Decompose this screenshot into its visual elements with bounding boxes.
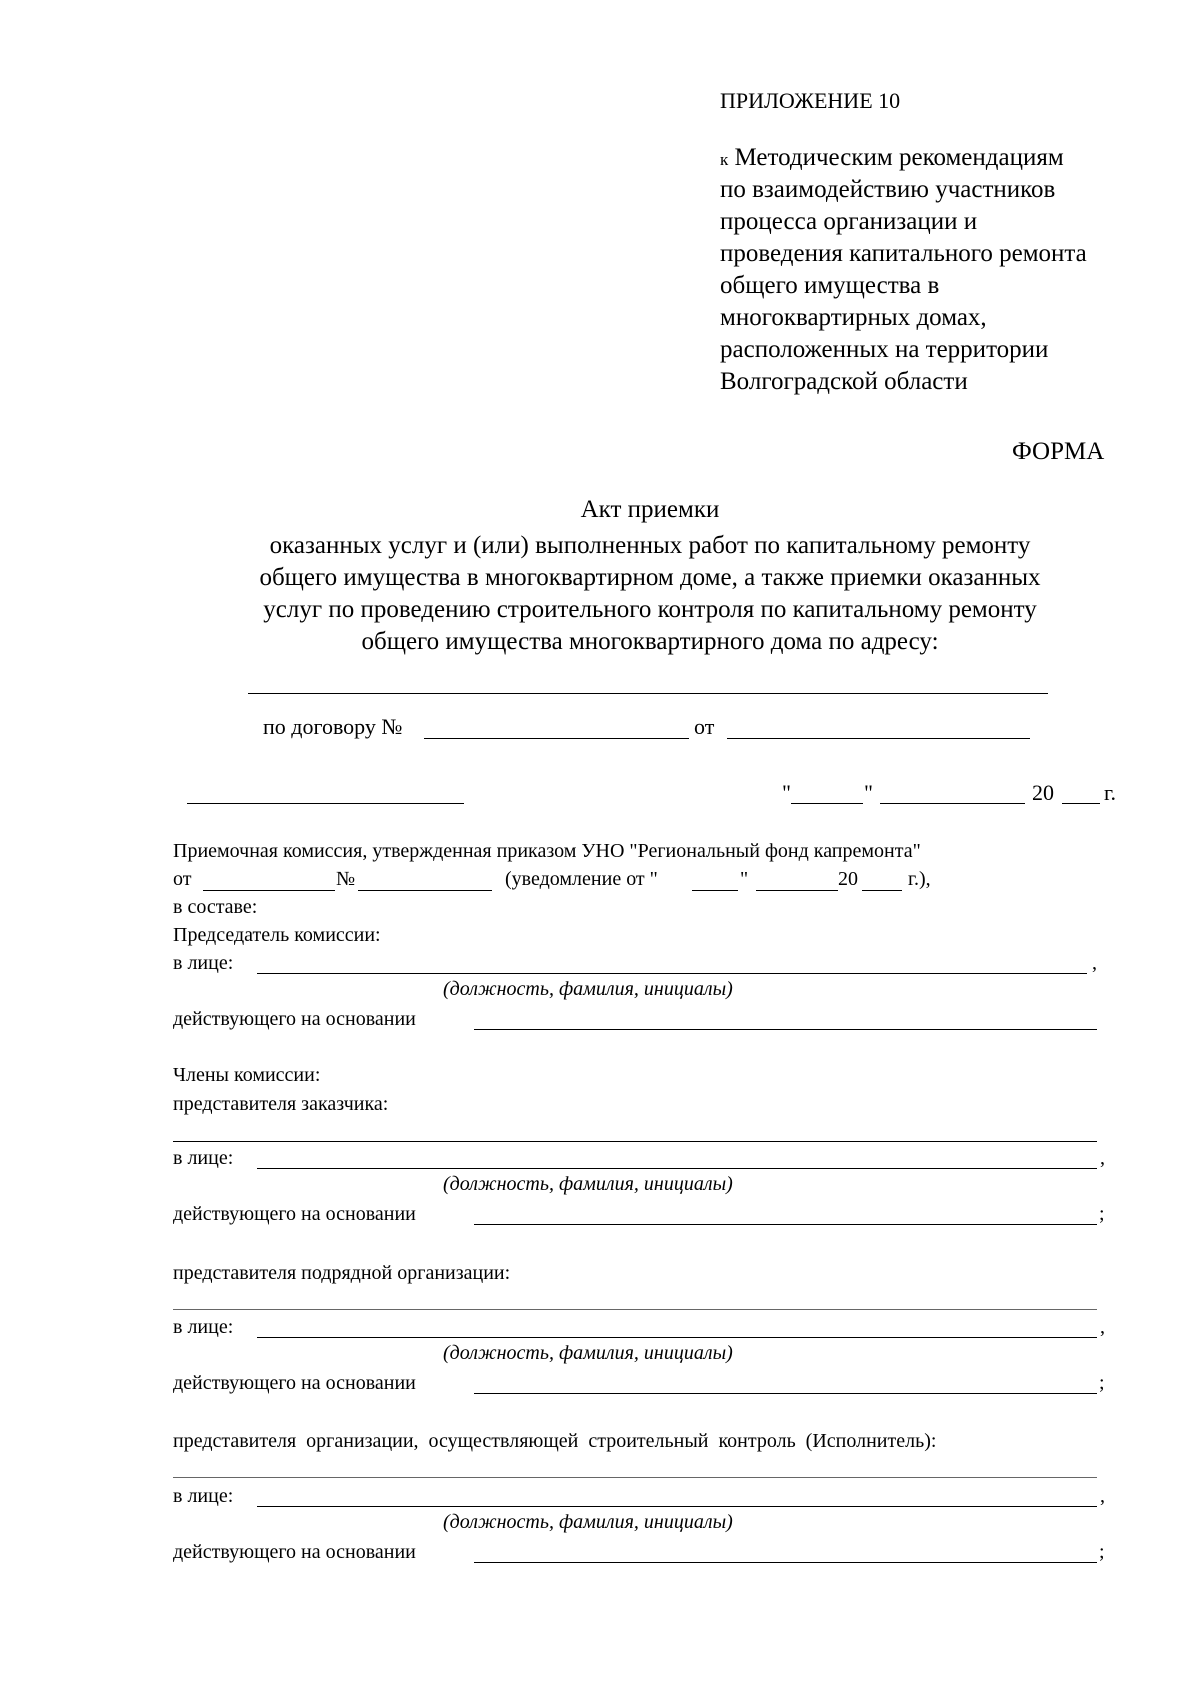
order-no-label: № <box>336 868 356 890</box>
day-field[interactable] <box>791 803 863 804</box>
in-person-label: в лице: <box>173 1485 234 1507</box>
position-hint: (должность, фамилия, инициалы) <box>443 1342 733 1364</box>
customer-rep-label: представителя заказчика: <box>173 1093 389 1115</box>
contractor-person-field[interactable] <box>257 1337 1097 1338</box>
form-label: ФОРМА <box>1012 438 1105 465</box>
in-person-label: в лице: <box>173 1316 234 1338</box>
contract-no-label: по договору № <box>263 714 403 739</box>
order-from-label: от <box>173 868 192 890</box>
semicolon: ; <box>1099 1203 1105 1225</box>
title-line: общего имущества многоквартирного дома по адресу: <box>361 628 939 655</box>
notice-end: г.), <box>908 868 931 890</box>
address-field[interactable] <box>248 693 1048 694</box>
chairman-label: Председатель комиссии: <box>173 924 381 946</box>
acting-basis-label: действующего на основании <box>173 1372 416 1394</box>
semicolon: ; <box>1099 1541 1105 1563</box>
notice-quote: " <box>740 868 749 890</box>
contractor-org-field[interactable] <box>173 1309 1097 1310</box>
title-line: услуг по проведению строительного контроля по капитальному ремонту <box>263 596 1037 623</box>
notice-year: 20 <box>838 868 858 890</box>
customer-org-field[interactable] <box>173 1141 1097 1142</box>
contractor-basis-field[interactable] <box>474 1393 1097 1394</box>
year-field[interactable] <box>1062 803 1100 804</box>
position-hint: (должность, фамилия, инициалы) <box>443 1511 733 1533</box>
place-field[interactable] <box>187 803 464 804</box>
contract-date-field[interactable] <box>727 738 1030 739</box>
control-rep-label: представителя организации, осуществляющей строительный контроль (Исполнитель): <box>173 1430 937 1452</box>
contract-from-label: от <box>694 714 715 739</box>
reference-line: Методическим рекомендациям <box>734 144 1064 171</box>
quote-open: " <box>782 780 791 805</box>
contract-number-field[interactable] <box>424 738 689 739</box>
acting-basis-label: действующего на основании <box>173 1008 416 1030</box>
notice-day-field[interactable] <box>692 890 738 891</box>
reference-line: Волгоградской области <box>720 368 968 395</box>
semicolon: ; <box>1099 1372 1105 1394</box>
notice-label: (уведомление от " <box>505 868 658 890</box>
title-line: оказанных услуг и (или) выполненных работ по капитальному ремонту <box>269 532 1031 559</box>
in-person-label: в лице: <box>173 1147 234 1169</box>
reference-line: процесса организации и <box>720 208 978 235</box>
reference-line: расположенных на территории <box>720 336 1049 363</box>
comma: , <box>1100 1147 1105 1169</box>
notice-year-field[interactable] <box>862 890 902 891</box>
members-label: Члены комиссии: <box>173 1064 321 1086</box>
appendix-label: ПРИЛОЖЕНИЕ 10 <box>720 88 901 113</box>
year-suffix: г. <box>1104 780 1117 805</box>
composition-label: в составе: <box>173 896 258 918</box>
commission-intro: Приемочная комиссия, утвержденная приказом УНО "Региональный фонд капремонта" <box>173 840 921 862</box>
position-hint: (должность, фамилия, инициалы) <box>443 1173 733 1195</box>
control-basis-field[interactable] <box>474 1562 1097 1563</box>
reference-line: общего имущества в <box>720 272 940 299</box>
in-person-label: в лице: <box>173 952 234 974</box>
reference-line: проведения капитального ремонта <box>720 240 1087 267</box>
contractor-rep-label: представителя подрядной организации: <box>173 1262 511 1284</box>
month-field[interactable] <box>880 803 1025 804</box>
reference-prefix: к <box>720 150 729 169</box>
title-line: общего имущества в многоквартирном доме, а также приемки оказанных <box>259 564 1041 591</box>
acting-basis-label: действующего на основании <box>173 1541 416 1563</box>
comma: , <box>1100 1485 1105 1507</box>
reference-block <box>720 142 1064 176</box>
chairman-basis-field[interactable] <box>474 1029 1097 1030</box>
control-org-field[interactable] <box>173 1477 1097 1478</box>
customer-person-field[interactable] <box>257 1168 1097 1169</box>
control-person-field[interactable] <box>257 1506 1097 1507</box>
year-prefix: 20 <box>1032 780 1054 805</box>
reference-line: по взаимодействию участников <box>720 176 1056 203</box>
customer-basis-field[interactable] <box>474 1224 1097 1225</box>
comma: , <box>1100 1316 1105 1338</box>
order-number-field[interactable] <box>358 890 492 891</box>
acting-basis-label: действующего на основании <box>173 1203 416 1225</box>
order-date-field[interactable] <box>203 890 335 891</box>
reference-line: многоквартирных домах, <box>720 304 987 331</box>
document-title: Акт приемки <box>580 496 720 523</box>
quote-close: " <box>864 780 873 805</box>
chairman-person-field[interactable] <box>257 973 1087 974</box>
comma: , <box>1092 952 1097 974</box>
position-hint: (должность, фамилия, инициалы) <box>443 978 733 1000</box>
notice-month-field[interactable] <box>756 890 838 891</box>
